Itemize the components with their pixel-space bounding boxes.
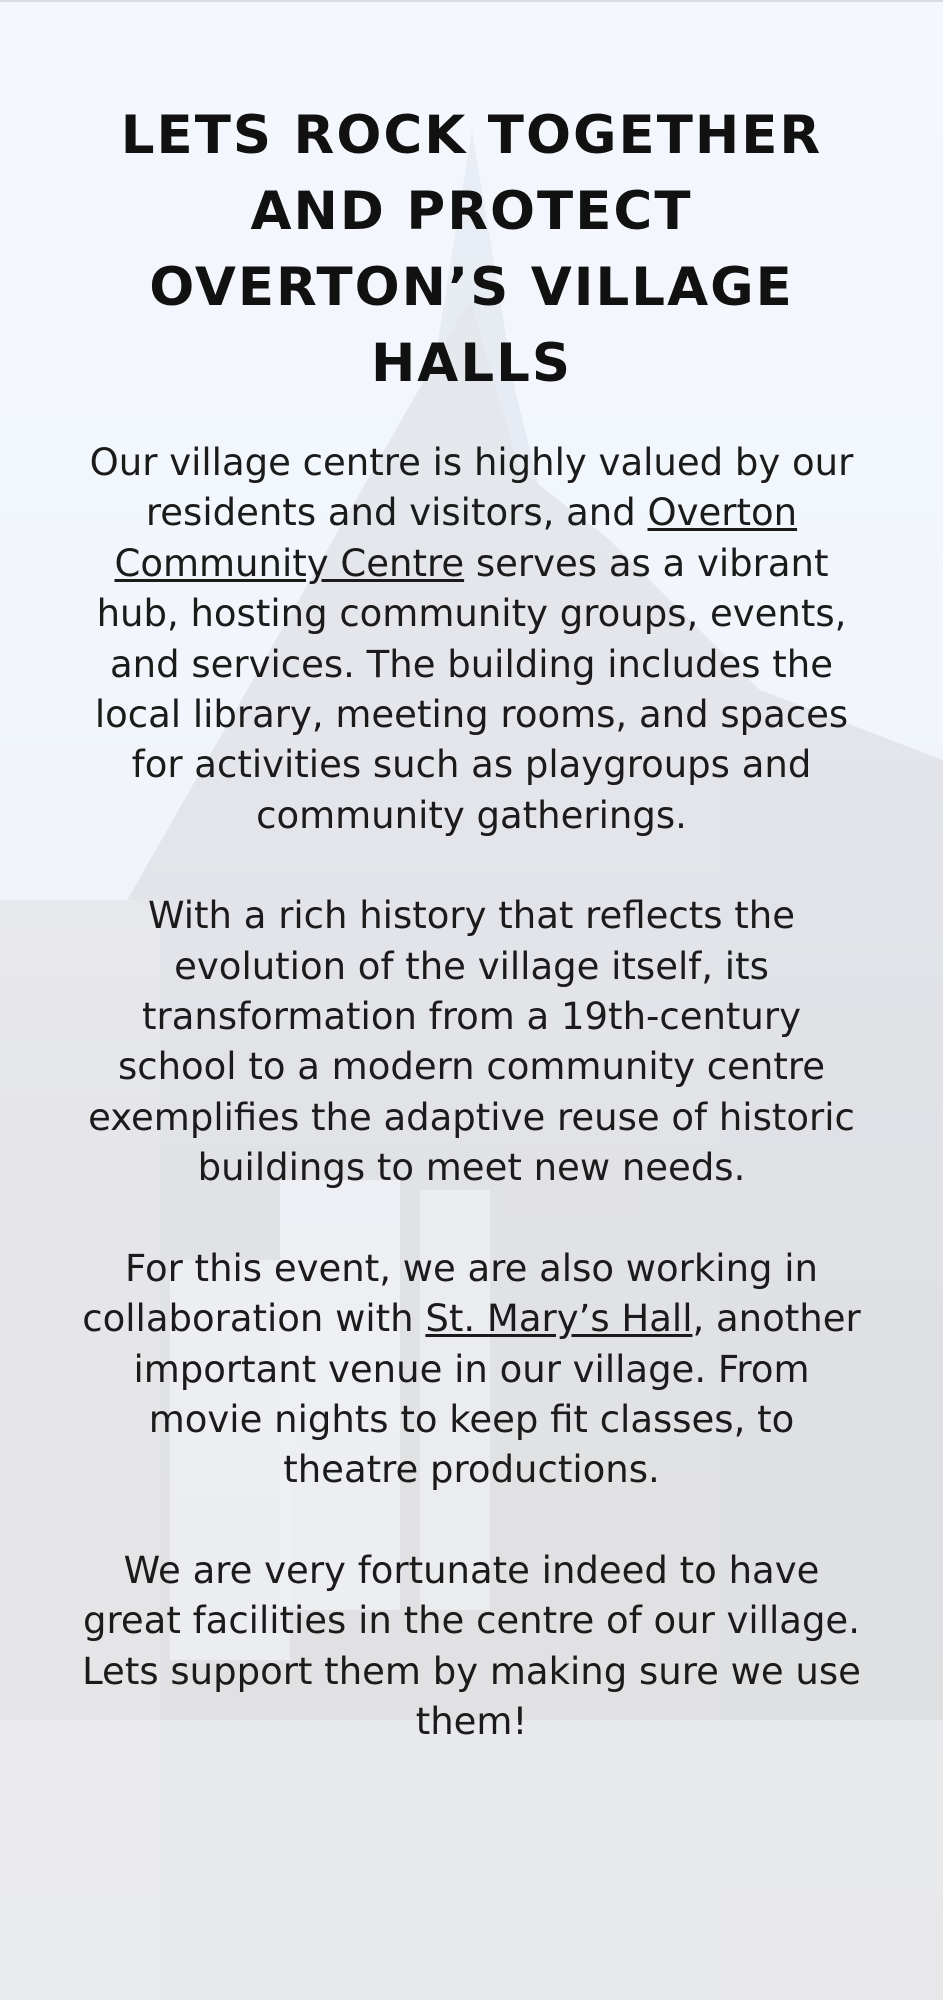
page-title: LETS ROCK TOGETHER AND PROTECT OVERTON’S VILLAGE HALLS	[120, 105, 823, 394]
history-paragraph: With a rich history that reflects the evolution of the village itself, its transformation from a 19th-century school to a modern community centre exemplifies the adaptive reuse of historic buildings to meet new needs.	[88, 894, 855, 1190]
intro-paragraph-tail: serves as a vibrant hub, hosting community groups, events, and services. The building includes the local library, meeting rooms, and spaces for activities such as playgroups and community gatherings.	[94, 541, 849, 837]
collaboration-paragraph-tail: , another important venue in our village. From movie nights to keep fit classes, to theatre productions.	[133, 1297, 861, 1492]
support-paragraph: We are very fortunate indeed to have great facilities in the centre of our village. Lets support them by making sure we use them!	[82, 1548, 861, 1743]
collaboration-paragraph	[80, 1244, 863, 1496]
collaboration-paragraph-lead: For this event, we are also working in collaboration with	[82, 1246, 818, 1341]
main-content	[80, 438, 863, 1797]
overton-community-centre-link[interactable]: Overton Community Centre	[114, 491, 798, 585]
top-divider-line	[0, 0, 943, 2]
st-marys-hall-link[interactable]: St. Mary’s Hall	[425, 1297, 693, 1341]
intro-paragraph	[80, 438, 863, 841]
intro-paragraph-lead: Our village centre is highly valued by our residents and visitors, and	[89, 441, 854, 535]
